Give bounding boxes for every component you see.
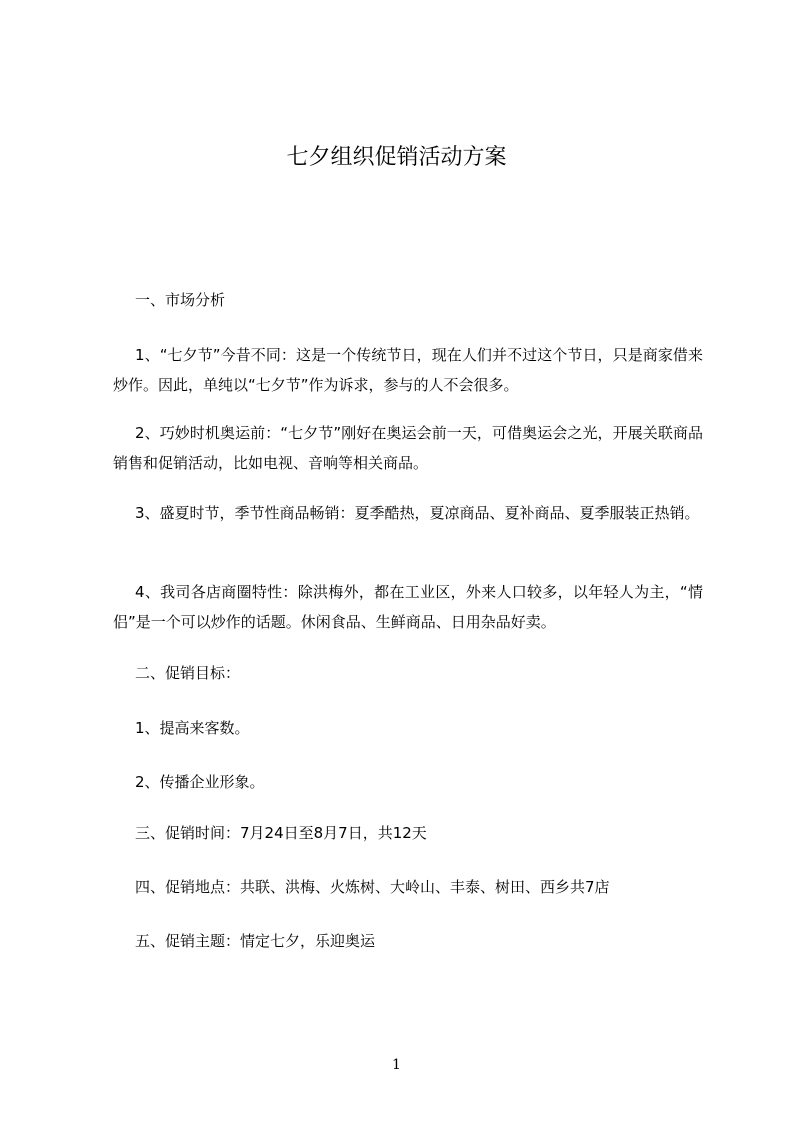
section-theme: 五、促销主题：情定七夕，乐迎奥运 xyxy=(135,932,376,950)
goals-item-2: 2、传播企业形象。 xyxy=(135,773,265,791)
market-analysis-item-1: 1、“七夕节”今昔不同：这是一个传统节日，现在人们并不过这个节日，只是商家借来炒作。因此，单纯以“七夕节”作为诉求，参与的人不会很多。 xyxy=(113,346,703,394)
goals-item-1: 1、提高来客数。 xyxy=(135,719,250,737)
document-title: 七夕组织促销活动方案 xyxy=(286,145,507,170)
page-number: 1 xyxy=(392,1057,401,1073)
market-analysis-item-2: 2、巧妙时机奥运前：“七夕节”刚好在奥运会前一天，可借奥运会之光，开展关联商品销售和促销活动，比如电视、音响等相关商品。 xyxy=(113,424,703,472)
section-heading-goals: 二、促销目标： xyxy=(135,664,241,682)
section-location: 四、促销地点：共联、洪梅、火炼树、大岭山、丰泰、树田、西乡共7店 xyxy=(135,878,610,896)
market-analysis-item-4: 4、我司各店商圈特性：除洪梅外，都在工业区，外来人口较多，以年轻人为主，“情侣”是一个可以炒作的话题。休闲食品、生鲜商品、日用杂品好卖。 xyxy=(113,583,703,631)
market-analysis-item-3: 3、盛夏时节，季节性商品畅销：夏季酷热，夏凉商品、夏补商品、夏季服装正热销。 xyxy=(135,504,700,522)
section-time: 三、促销时间：7月24日至8月7日，共12天 xyxy=(135,824,427,842)
section-heading-market-analysis: 一、市场分析 xyxy=(135,291,226,309)
